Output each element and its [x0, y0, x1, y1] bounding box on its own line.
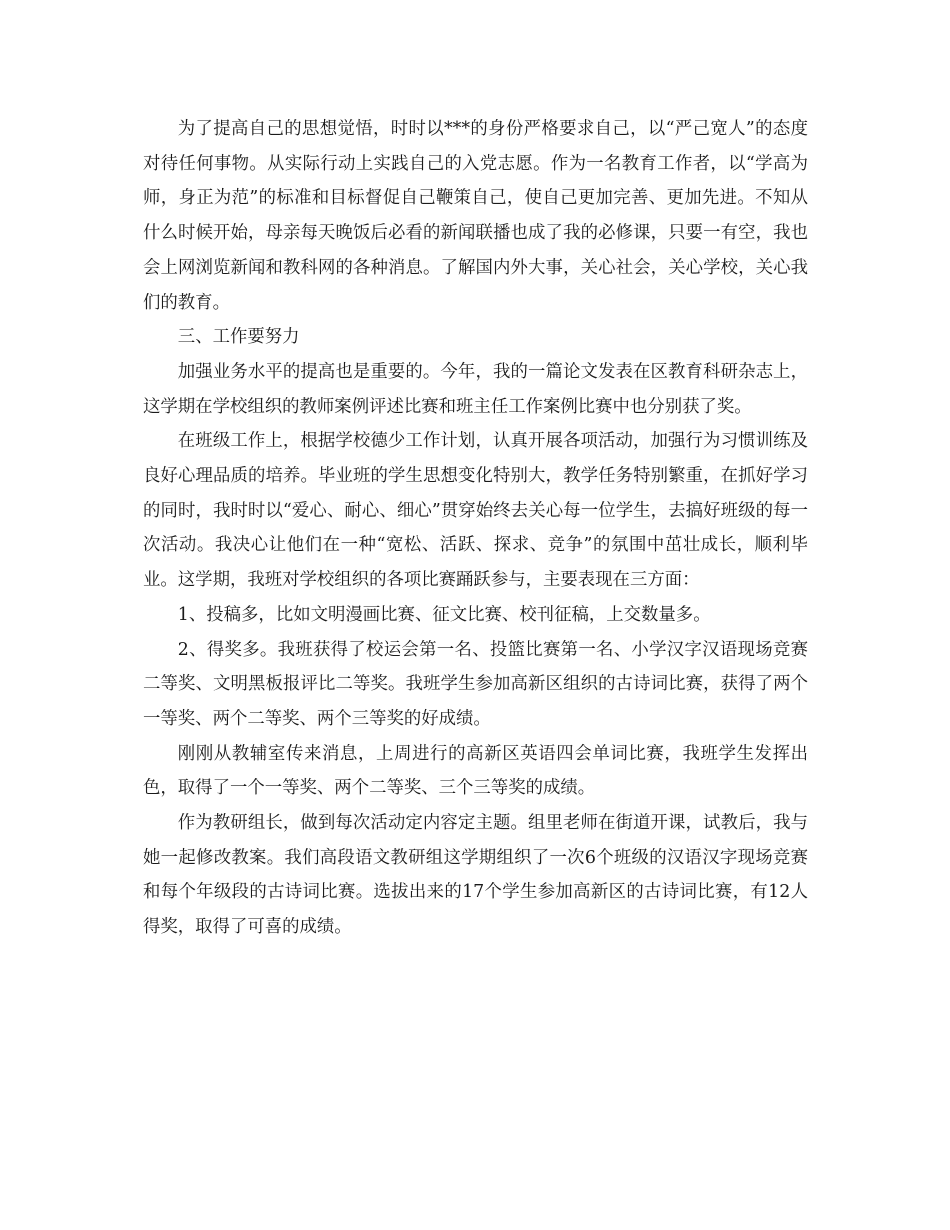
paragraph-english-contest: 刚刚从教辅室传来消息，上周进行的高新区英语四会单词比赛，我班学生发挥出色，取得了一个一等奖、两个二等奖、三个三等奖的成绩。 — [143, 743, 808, 799]
paragraph-teaching-research: 作为教研组长，做到每次活动定内容定主题。组里老师在街道开课，试教后，我与她一起修改教案。我们高段语文教研组这学期组织了一次6个班级的汉语汉字现场竞赛和每个年级段的古诗词比赛。选拔出来的17个学生参加高新区的古诗词比赛，有12人得奖，取得了可喜的成绩。 — [143, 813, 808, 938]
list-item-awards: 2、得奖多。我班获得了校运会第一名、投篮比赛第一名、小学汉字汉语现场竞赛二等奖、文明黑板报评比二等奖。我班学生参加高新区组织的古诗词比赛，获得了两个一等奖、两个二等奖、两个三等奖的好成绩。 — [143, 639, 808, 729]
list-item-submissions: 1、投稿多，比如文明漫画比赛、征文比赛、校刊征稿，上交数量多。 — [177, 604, 711, 625]
section-heading-work-effort: 三、工作要努力 — [177, 327, 300, 348]
paragraph-political-awareness: 为了提高自己的思想觉悟，时时以***的身份严格要求自己，以“严己宽人”的态度对待任何事物。从实际行动上实践自己的入党志愿。作为一名教育工作者，以“学高为师，身正为范”的标准和目标督促自己鞭策自己，使自己更加完善、更加先进。不知从什么时候开始，母亲每天晚饭后必看的新闻联播也成了我的必修课，只要一有空，我也会上网浏览新闻和教科网的各种消息。了解国内外大事，关心社会，关心学校，关心我们的教育。 — [143, 119, 808, 313]
paragraph-professional-level: 加强业务水平的提高也是重要的。今年，我的一篇论文发表在区教育科研杂志上，这学期在学校组织的教师案例评述比赛和班主任工作案例比赛中也分别获了奖。 — [143, 361, 808, 417]
paragraph-class-work: 在班级工作上，根据学校德少工作计划，认真开展各项活动，加强行为习惯训练及良好心理品质的培养。毕业班的学生思想变化特别大，教学任务特别繁重，在抓好学习的同时，我时时以“爱心、耐心、细心”贯穿始终去关心每一位学生，去搞好班级的每一次活动。我决心让他们在一种“宽松、活跃、探求、竞争”的氛围中茁壮成长，顺利毕业。这学期，我班对学校组织的各项比赛踊跃参与，主要表现在三方面： — [143, 431, 808, 591]
document-body — [143, 112, 808, 945]
